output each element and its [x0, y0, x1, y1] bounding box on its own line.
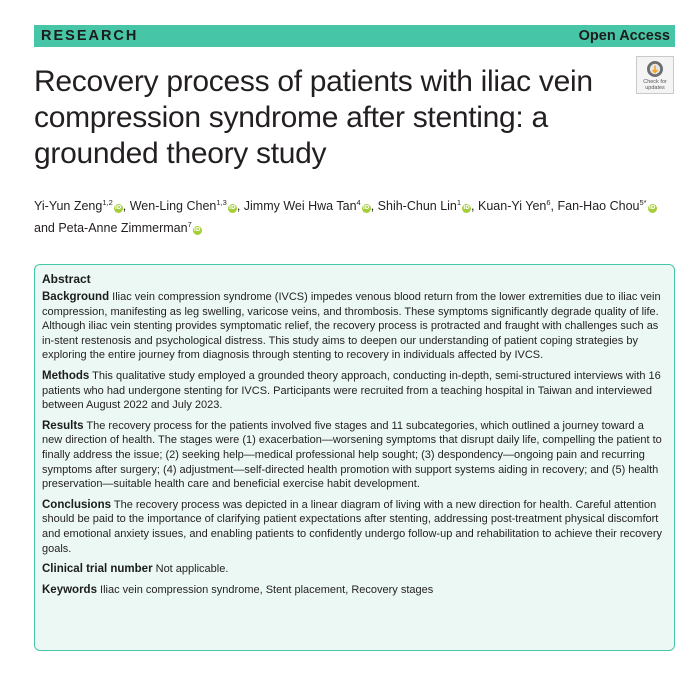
author-affiliation: 1 [456, 197, 462, 207]
author-affiliation: 6 [546, 197, 551, 207]
check-for-updates-badge[interactable] [636, 56, 674, 94]
orcid-icon[interactable]: iD [463, 205, 470, 211]
author-name[interactable]: Fan-Hao Chou [557, 199, 640, 213]
section-label: Keywords [42, 583, 97, 596]
article-type-label: RESEARCH [41, 28, 139, 44]
section-text: Iliac vein compression syndrome (IVCS) impedes venous blood return from the lower extremities due to iliac vein compression, manifesting as leg swelling, varicose veins, and thrombosis. These symptoms significantly degrade quality of life. Although iliac vein stenting provides symptomatic relief, the recovery process is protracted and fraught with challenges such as in-stent restenosis and psychological distress. This study aims to deepen our understanding of patient coping strategies by exploring the entire journey from diagnosis through stenting to recovery in individuals affected by IVCS. [42, 291, 661, 362]
section-text: Iliac vein compression syndrome, Stent placement, Recovery stages [100, 583, 434, 596]
section-label: Conclusions [42, 498, 112, 511]
abstract-trial-number [42, 562, 666, 577]
abstract-heading: Abstract [42, 272, 91, 286]
section-label: Clinical trial number [42, 563, 153, 576]
abstract-keywords [42, 583, 666, 598]
abstract-results [42, 419, 666, 492]
section-label: Methods [42, 369, 90, 382]
author-list: Yi-Yun Zeng$^{1,2}$iD, Wen-Ling Chen$^{1,3}$iD, Jimmy Wei Hwa Tan$^4$iD, Shih-Chun Lin$^1$iD, Kuan-Yi Yen$^6$, Fan-Hao Chou$^{5*}$iD and Peta-Anne Zimmerman$^7$iD [34, 197, 656, 235]
orcid-icon[interactable]: iD [229, 205, 236, 211]
author-affiliation: 4 [356, 197, 361, 207]
author-name[interactable]: Kuan-Yi Yen [478, 199, 547, 213]
section-label: Background [42, 291, 110, 303]
orcid-icon[interactable]: iD [194, 227, 201, 233]
badge-line-1: Check for [643, 79, 667, 85]
header-banner [34, 25, 675, 47]
abstract-methods [42, 369, 666, 413]
section-text: Not applicable. [155, 563, 229, 576]
author-affiliation: 1,3 [216, 197, 227, 207]
author-conjunction: and [34, 221, 55, 235]
check-for-updates-icon [646, 60, 664, 78]
section-text: This qualitative study employed a grounded theory approach, conducting in-depth, semi-structured interviews with 16 patients who had undergone stenting for IVCS. Participants were recruited from a teaching hospital in Taiwan and interviewed between August 2022 and July 2023. [42, 369, 661, 412]
orcid-icon[interactable]: iD [362, 205, 370, 211]
author-affiliation: 7 [187, 219, 192, 229]
section-text: The recovery process for the patients involved five stages and 11 subcategories, which outlined a journey toward a new direction of health. The stages were (1) exacerbation—worsening symptoms that disrupt daily life, compelling the patient to finally address the issue; (2) seeking help—medical professional help sought; (3) despondency—ongoing pain and recurring symptoms after surgery; (4) adjustment—self-directed health promotion with support systems aiding in recovery; and (5) health preservation—suitable health care and beneficial exercise habit development. [42, 419, 662, 491]
section-text: The recovery process was depicted in a linear diagram of living with a new direction for health. Careful attention should be paid to the importance of clarifying patient expectations after stenting, addressing post-treatment physical discomfort and emotional anxiety issues, and enabling patients to confidently undergo follow-up and rehabilitation to achieve their recovery goals. [42, 498, 663, 555]
orcid-icon[interactable]: iD [648, 205, 656, 211]
section-label: Results [42, 419, 84, 432]
article-title: Recovery process of patients with iliac vein compression syndrome after stenting: a grounded theory study [34, 65, 593, 170]
abstract-conclusions [42, 498, 666, 556]
abstract-box [34, 264, 675, 651]
orcid-icon[interactable]: iD [115, 205, 122, 211]
abstract-background [42, 290, 666, 363]
author-name[interactable]: Jimmy Wei Hwa Tan [243, 199, 357, 213]
badge-line-2: updates [645, 85, 665, 91]
author-affiliation: 1,2 [102, 197, 113, 207]
author-name[interactable]: Wen-Ling Chen [129, 199, 217, 213]
author-name[interactable]: Yi-Yun Zeng [34, 199, 103, 213]
author-name[interactable]: Peta-Anne Zimmerman [58, 221, 188, 235]
open-access-label[interactable]: Open Access [578, 28, 670, 44]
author-name[interactable]: Shih-Chun Lin [377, 199, 457, 213]
author-affiliation: 5* [639, 197, 647, 207]
